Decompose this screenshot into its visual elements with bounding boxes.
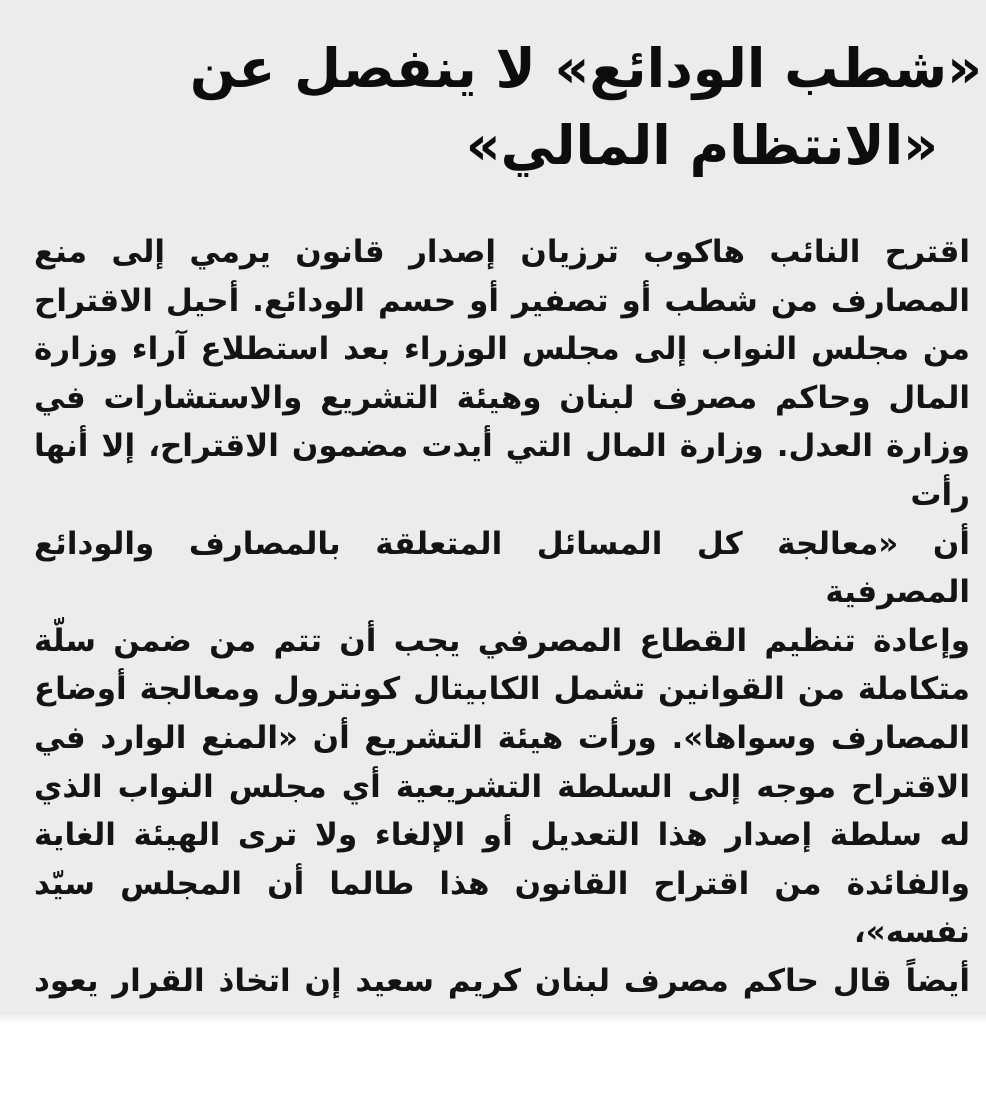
body-line: المال وحاكم مصرف لبنان وهيئة التشريع والاستشارات في — [34, 379, 970, 416]
body-line: المصارف وسواها». ورأت هيئة التشريع أن «المنع الوارد في — [34, 719, 970, 756]
body-line: متكاملة من القوانين تشمل الكابيتال كونترول ومعالجة أوضاع — [34, 671, 970, 708]
body-line: اقترح النائب هاكوب ترزيان إصدار قانون يرمي إلى منع — [34, 234, 970, 270]
bottom-whitespace — [0, 1024, 986, 1099]
body-line: وزارة العدل. وزارة المال التي أيدت مضمون الاقتراح، إلا أنها رأت — [34, 428, 970, 513]
body-line: أن «معالجة كل المسائل المتعلقة بالمصارف والودائع المصرفية — [34, 525, 970, 611]
body-line: وإعادة تنظيم القطاع المصرفي يجب أن تتم من ضمن سلّة — [34, 622, 970, 659]
headline-line-1: «شطب الودائع» لا ينفصل عن — [189, 37, 982, 100]
article-headline — [0, 0, 986, 184]
headline-line-2: «الانتظام المالي» — [465, 114, 938, 177]
article-body — [0, 228, 986, 1099]
body-line: له سلطة إصدار هذا التعديل أو الإلغاء ولا ترى الهيئة الغاية — [34, 817, 970, 854]
body-line: المصارف من شطب أو تصفير أو حسم الودائع. أحيل الاقتراح — [34, 282, 970, 319]
body-line: من مجلس النواب إلى مجلس الوزراء بعد استطلاع آراء وزارة — [34, 331, 970, 368]
body-line: الاقتراح موجه إلى السلطة التشريعية أي مجلس النواب الذي — [34, 768, 970, 805]
body-line: والفائدة من اقتراح القانون هذا طالما أن المجلس سيّد نفسه»، — [34, 865, 970, 951]
gray-to-white-seam — [0, 1012, 986, 1024]
body-line: أيضاً قال حاكم مصرف لبنان كريم سعيد إن اتخاذ القرار يعود — [34, 962, 970, 999]
